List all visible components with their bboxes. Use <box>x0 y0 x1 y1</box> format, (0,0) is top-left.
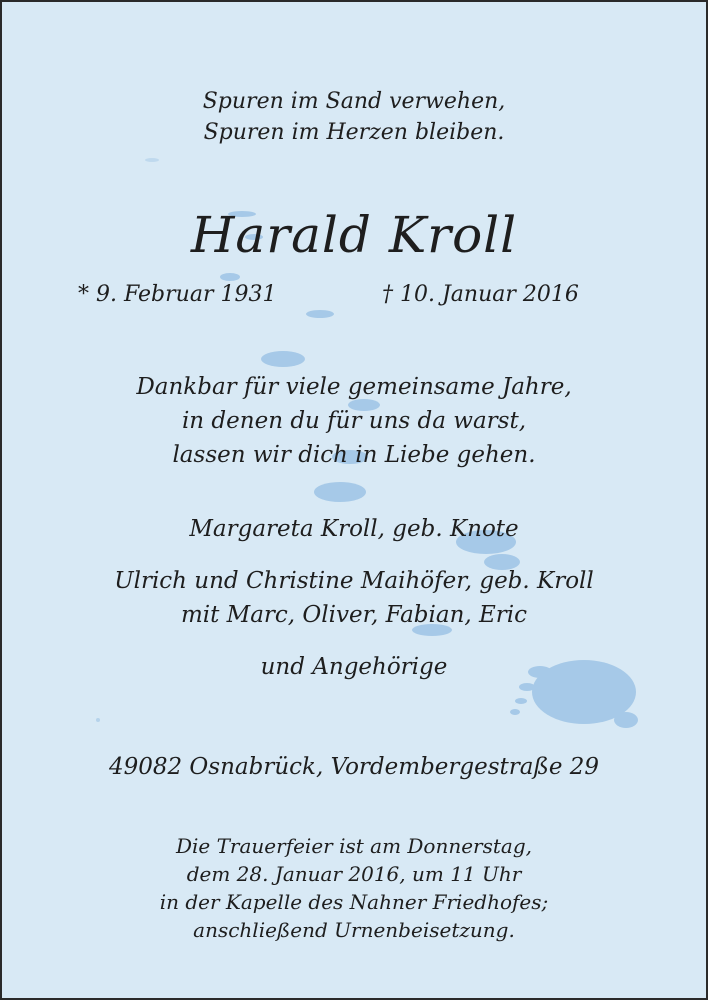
service-details <box>2 832 706 944</box>
mourner-line: Ulrich und Christine Maihöfer, geb. Kroll <box>114 568 594 594</box>
mourner-relatives: und Angehörige <box>260 654 448 680</box>
mourner-family <box>2 564 706 632</box>
birth-date: * 9. Februar 1931 <box>78 282 277 307</box>
mourner-spouse: Margareta Kroll, geb. Knote <box>189 516 519 542</box>
verse-line: in denen du für uns da warst, <box>181 408 527 434</box>
service-line: Die Trauerfeier ist am Donnerstag, <box>175 834 533 858</box>
death-date: † 10. Januar 2016 <box>382 282 579 307</box>
deceased-name: Harald Kroll <box>190 206 518 264</box>
life-dates <box>2 282 706 316</box>
motto-line: Spuren im Herzen bleiben. <box>203 120 505 145</box>
farewell-verse <box>2 370 706 472</box>
family-address: 49082 Osnabrück, Vordembergestraße 29 <box>108 754 600 780</box>
service-line: dem 28. Januar 2016, um 11 Uhr <box>186 862 522 886</box>
service-line: anschließend Urnenbeisetzung. <box>193 918 515 942</box>
mourner-line: mit Marc, Oliver, Fabian, Eric <box>180 602 528 628</box>
motto <box>2 86 706 148</box>
verse-line: Dankbar für viele gemeinsame Jahre, <box>136 374 572 400</box>
verse-line: lassen wir dich in Liebe gehen. <box>172 442 536 468</box>
motto-line: Spuren im Sand verwehen, <box>202 89 506 114</box>
service-line: in der Kapelle des Nahner Friedhofes; <box>159 890 549 914</box>
